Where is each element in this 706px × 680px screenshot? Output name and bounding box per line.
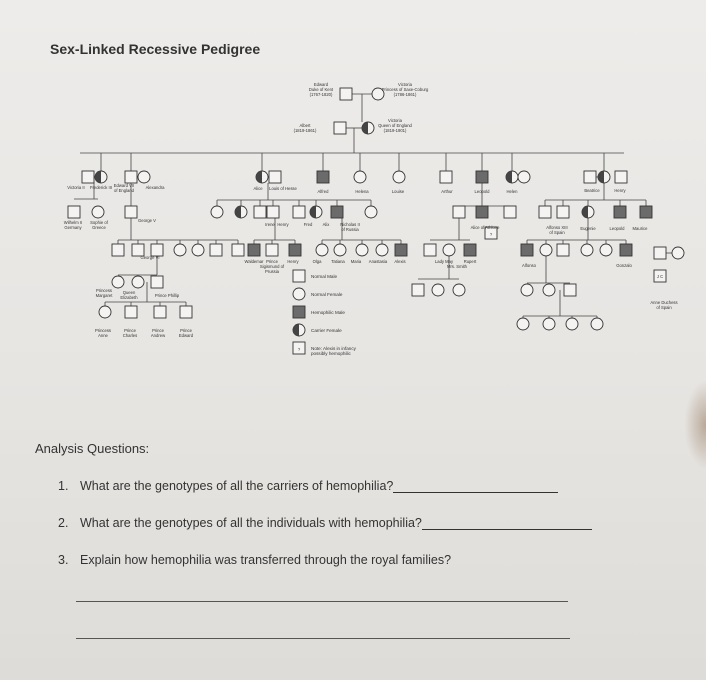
helen-symbol xyxy=(506,171,518,183)
gen1-female-label: Victoria Princess of Saxe-Coburg (1786-1861) xyxy=(381,82,429,97)
label-helen: Helen xyxy=(506,189,518,194)
label-alexis: Alexis xyxy=(394,259,406,264)
spain-ggc-3-symbol xyxy=(591,318,603,330)
prussia-child-1-symbol xyxy=(266,244,278,256)
george-child-3-symbol xyxy=(174,244,186,256)
frederick-symbol xyxy=(82,171,94,183)
legend-unknown-symbol xyxy=(293,342,305,354)
label-henry2: Henry xyxy=(287,259,299,264)
label-fred: Fred xyxy=(303,222,313,227)
label-henry: Henry xyxy=(614,188,626,193)
leopold-son-symbol xyxy=(476,206,488,218)
hesse-child-4-symbol xyxy=(293,206,305,218)
victoria-ii-symbol xyxy=(95,171,107,183)
battenberg-child-2-symbol xyxy=(582,206,594,218)
spain-ggc-0-symbol xyxy=(517,318,529,330)
label-anne2: Princess Anne xyxy=(94,328,112,338)
hesse-child-2-symbol xyxy=(254,206,266,218)
spain-spouse-f-symbol xyxy=(672,247,684,259)
lady-may-symbol xyxy=(443,244,455,256)
legend-normal_female-label: Normal Female xyxy=(311,292,343,297)
alfred-line-symbol xyxy=(317,171,329,183)
label-sophie: Sophie of Greece xyxy=(90,220,108,230)
beatrice-symbol xyxy=(598,171,610,183)
alice-symbol xyxy=(256,171,268,183)
prussia-child-0-symbol xyxy=(248,244,260,256)
romanov-child-0-symbol xyxy=(316,244,328,256)
analysis-heading: Analysis Questions: xyxy=(35,441,150,456)
legend-carrier_female-symbol xyxy=(293,324,305,336)
spain-ggc-1-symbol xyxy=(543,318,555,330)
spain-child-3-symbol xyxy=(581,244,593,256)
label-mrs-smith: Mrs. Smith xyxy=(446,264,468,269)
sophie-greece-symbol xyxy=(92,206,104,218)
romanov-child-1-symbol xyxy=(334,244,346,256)
label-alice: Alice xyxy=(253,186,263,191)
hesse-child-3-symbol xyxy=(267,206,279,218)
label-louis: Louis of Hesse xyxy=(269,186,297,191)
queen-victoria-symbol xyxy=(362,122,374,134)
question-1-answer-blank[interactable] xyxy=(393,480,558,493)
answer-line-2[interactable] xyxy=(76,638,570,639)
battenberg-child-4-symbol xyxy=(640,206,652,218)
edge-shadow xyxy=(684,380,706,470)
label-anastasia: Anastasia xyxy=(368,259,388,264)
label-olga: Olga xyxy=(312,259,322,264)
prince-philip-symbol xyxy=(151,276,163,288)
label-edward-vii: Edward VII of England xyxy=(113,183,135,193)
label-edward: Prince Edward xyxy=(178,328,194,338)
label-frederick: Frederick III xyxy=(89,185,113,190)
answer-line-1[interactable] xyxy=(76,601,568,602)
louise-symbol xyxy=(393,171,405,183)
label-anne-duchess: Anne Duchess of Spain xyxy=(650,300,678,310)
romanov-child-3-symbol xyxy=(376,244,388,256)
unknown-mark: ? xyxy=(489,232,493,237)
queen-elizabeth-symbol xyxy=(132,276,144,288)
label-philip: Prince Phillip xyxy=(154,293,180,298)
leopold-symbol xyxy=(476,171,488,183)
legend-carrier_female-label: Carrier Female xyxy=(311,328,342,333)
windsor-child-3-symbol xyxy=(180,306,192,318)
label-maria: Maria xyxy=(350,259,362,264)
label-louise: Louise xyxy=(391,189,405,194)
legend-normal_male-symbol xyxy=(293,270,305,282)
arthur-symbol xyxy=(440,171,452,183)
label-waldemar: Waldemar xyxy=(244,259,264,264)
label-gonzalo: Gonzalo xyxy=(616,263,632,268)
question-3-text: Explain how hemophilia was transferred through the royal families? xyxy=(80,553,452,567)
label-elizabeth: Queen Elizabeth xyxy=(120,290,138,300)
label-tatiana: Tatiana xyxy=(331,259,345,264)
label-irene: Irene xyxy=(265,222,275,227)
prussia-child-2-symbol xyxy=(289,244,301,256)
question-1-text: What are the genotypes of all the carriers of hemophilia? xyxy=(80,479,394,493)
smith-daughter-2-symbol xyxy=(453,284,465,296)
hesse-child-6-symbol xyxy=(331,206,343,218)
label-george-v: George V xyxy=(138,218,156,223)
question-2-answer-blank[interactable] xyxy=(422,517,592,530)
question-2-number: 2. xyxy=(58,516,69,530)
alexandra-symbol xyxy=(138,171,150,183)
label-sigismund: Prince Sigismund of Prussia xyxy=(259,259,285,274)
edward-duke-of-kent-symbol xyxy=(340,88,352,100)
question-2 xyxy=(58,516,592,530)
legend-hemophilic_male-symbol xyxy=(293,306,305,318)
label-alice-athlone: Alice of Athlone xyxy=(470,225,500,230)
legend-normal_male-label: Normal Male xyxy=(311,274,338,279)
question-3-number: 3. xyxy=(58,553,69,567)
unknown-mark: ? xyxy=(297,347,301,352)
label-alfonso: Alfonso XIII of Spain xyxy=(546,225,568,235)
label-andrew: Prince Andrew xyxy=(150,328,166,338)
label-arthur: Arthur xyxy=(441,189,453,194)
henry-b-symbol xyxy=(615,171,627,183)
windsor-child-1-symbol xyxy=(125,306,137,318)
label-alexandra: Alexandra xyxy=(145,185,165,190)
george-v-symbol xyxy=(125,206,137,218)
windsor-child-0-symbol xyxy=(99,306,111,318)
spain-child-5-symbol xyxy=(620,244,632,256)
other-son-symbol xyxy=(504,206,516,218)
gen2-female-label: Victoria Queen of England (1819-1901) xyxy=(378,118,412,133)
label-juan-carlos: J C xyxy=(656,274,664,279)
label-charles: Prince Charles xyxy=(122,328,138,338)
question-1 xyxy=(58,479,558,493)
legend-hemophilic_male-label: Hemophilic Male xyxy=(311,310,345,315)
label-alix: Alix xyxy=(322,222,330,227)
romanov-child-2-symbol xyxy=(356,244,368,256)
label-helena: Helena xyxy=(355,189,369,194)
label-wilhelm: Wilhelm II Germany xyxy=(63,220,83,230)
helena-symbol xyxy=(354,171,366,183)
athlone-son-symbol xyxy=(424,244,436,256)
question-2-text: What are the genotypes of all the individuals with hemophilia? xyxy=(80,516,422,530)
louis-hesse-symbol xyxy=(269,171,281,183)
rupert-symbol xyxy=(464,244,476,256)
george-child-0-symbol xyxy=(112,244,124,256)
hesse-child-5-symbol xyxy=(310,206,322,218)
wilhelm-ii-symbol xyxy=(68,206,80,218)
label-victoria-ii: Victoria II xyxy=(67,185,85,190)
label-george-vi: George VI xyxy=(140,255,160,260)
label-henry-prussia: Henry xyxy=(277,222,289,227)
spain-child-0-symbol xyxy=(521,244,533,256)
label-rupert: Rupert xyxy=(463,259,477,264)
label-leopold: Leopold xyxy=(474,189,490,194)
smith-daughter-symbol xyxy=(432,284,444,296)
hesse-child-0-symbol xyxy=(211,206,223,218)
rupert-father-symbol xyxy=(453,206,465,218)
label-margaret: Princess Margaret xyxy=(95,288,113,298)
battenberg-child-0-symbol xyxy=(539,206,551,218)
spain-child-4-symbol xyxy=(600,244,612,256)
spain-child-1-symbol xyxy=(540,244,552,256)
spain-ggc-2-symbol xyxy=(566,318,578,330)
label-alfred: Alfred xyxy=(317,189,329,194)
label-eugenie: Eugenie xyxy=(580,226,596,231)
hesse-child-1-symbol xyxy=(235,206,247,218)
spain-gc-2-symbol xyxy=(564,284,576,296)
label-alfonso2: Alfonso xyxy=(522,263,536,268)
label-maurice: Maurice xyxy=(632,226,648,231)
battenberg-child-1-symbol xyxy=(557,206,569,218)
gen2-male-label: Albert (1819-1861) xyxy=(293,123,317,133)
albert-symbol xyxy=(334,122,346,134)
label-leopold2: Leopold xyxy=(609,226,625,231)
spain-gc-0-symbol xyxy=(521,284,533,296)
henry-battenberg-symbol xyxy=(584,171,596,183)
battenberg-child-3-symbol xyxy=(614,206,626,218)
gen1-male-label: Edward Duke of Kent (1767-1820) xyxy=(308,82,334,97)
george-child-6-symbol xyxy=(232,244,244,256)
edward-vii-symbol xyxy=(125,171,137,183)
smith-son-symbol xyxy=(412,284,424,296)
page-title: Sex-Linked Recessive Pedigree xyxy=(50,41,261,57)
question-1-number: 1. xyxy=(58,479,69,493)
george-child-4-symbol xyxy=(192,244,204,256)
hesse-child-7-symbol xyxy=(365,206,377,218)
label-lady-may: Lady May xyxy=(434,259,454,264)
legend-unknown-label: Note: Alexis in infancy possibly hemophilic xyxy=(311,346,356,356)
helen-spouse-symbol xyxy=(518,171,530,183)
label-beatrice: Beatrice xyxy=(584,188,600,193)
romanov-child-4-symbol xyxy=(395,244,407,256)
windsor-child-2-symbol xyxy=(154,306,166,318)
george-child-5-symbol xyxy=(210,244,222,256)
question-3 xyxy=(58,553,451,567)
princess-margaret-symbol xyxy=(112,276,124,288)
spain-gc-1-symbol xyxy=(543,284,555,296)
spain-spouse-symbol xyxy=(654,247,666,259)
label-nicholas: Nicholas II of Russia xyxy=(340,222,360,232)
legend-normal_female-symbol xyxy=(293,288,305,300)
spain-child-2-symbol xyxy=(557,244,569,256)
